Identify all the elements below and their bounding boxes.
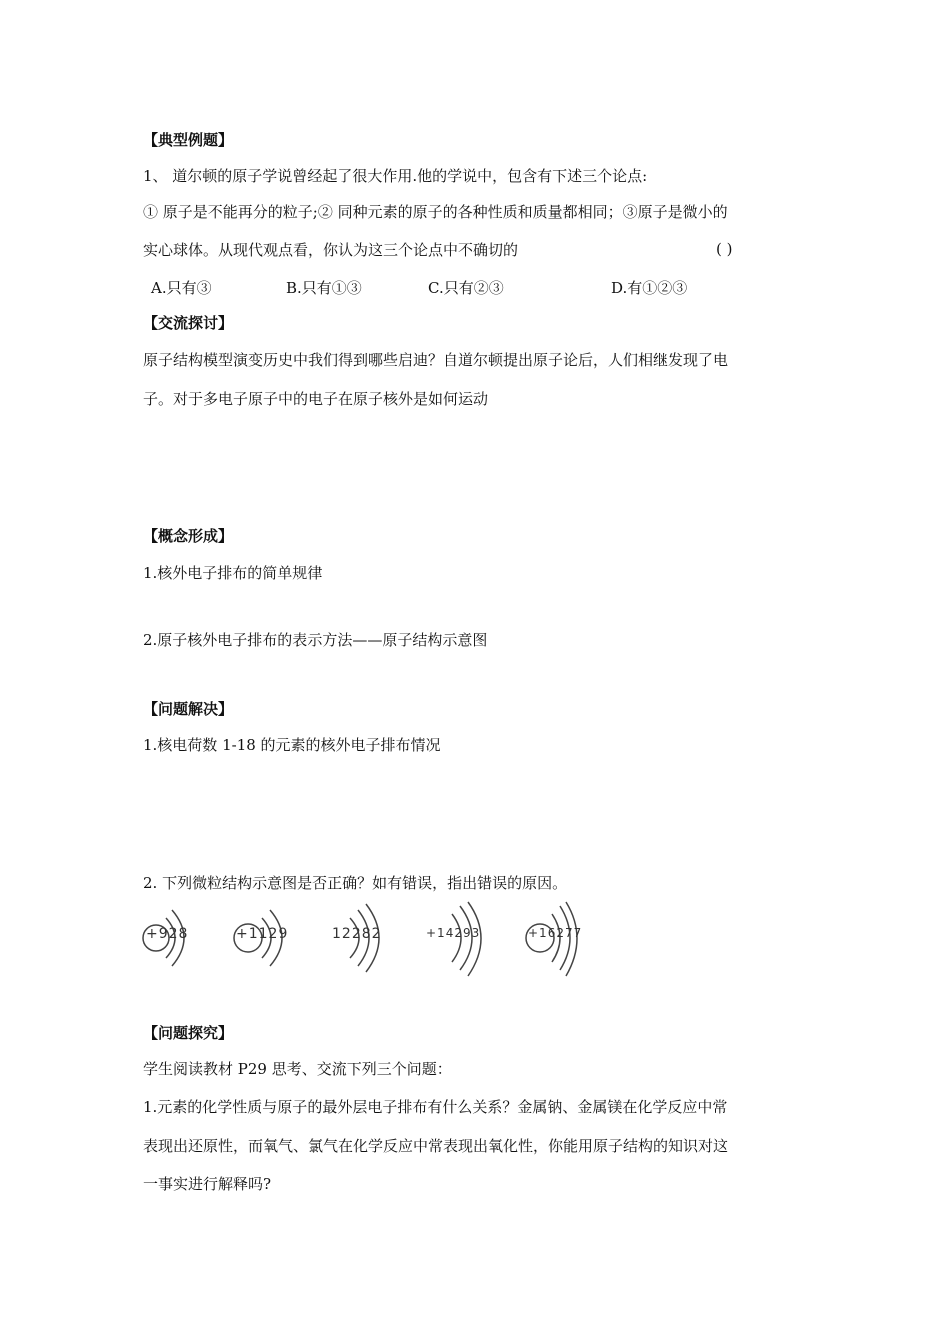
option-c: C.只有②③ bbox=[428, 279, 504, 297]
option-d: D.有①②③ bbox=[611, 279, 688, 297]
atomic-structure-diagrams bbox=[140, 900, 590, 978]
atom-diagram-4 bbox=[424, 900, 504, 978]
discussion-heading: 【交流探讨】 bbox=[143, 314, 234, 332]
inquiry-heading: 【问题探究】 bbox=[143, 1024, 234, 1042]
atom-diagram-label: +1129 bbox=[236, 926, 289, 942]
inquiry-intro: 学生阅读教材 P29 思考、交流下列三个问题： bbox=[143, 1060, 452, 1078]
problem-solving-item-2: 2. 下列微粒结构示意图是否正确？如有错误，指出错误的原因。 bbox=[143, 874, 568, 892]
question-1-line-2: ① 原子是不能再分的粒子;② 同种元素的原子的各种性质和质量都相同；③原子是微小的 bbox=[143, 203, 728, 221]
inquiry-question-1-line-3: 一事实进行解释吗? bbox=[143, 1175, 272, 1193]
option-b: B.只有①③ bbox=[286, 279, 362, 297]
atom-diagram-label: +928 bbox=[146, 926, 189, 942]
option-a: A.只有③ bbox=[151, 279, 212, 297]
problem-solving-heading: 【问题解决】 bbox=[143, 700, 234, 718]
atom-diagram-label: 12282 bbox=[332, 926, 382, 942]
atom-diagram-5 bbox=[522, 900, 602, 978]
inquiry-question-1-line-1: 1.元素的化学性质与原子的最外层电子排布有什么关系？金属钠、金属镁在化学反应中常 bbox=[143, 1098, 728, 1116]
atom-diagram-label: +16277 bbox=[528, 926, 583, 940]
answer-blank: ( ) bbox=[716, 240, 733, 258]
question-1-line-1: 1、 道尔顿的原子学说曾经起了很大作用.他的学说中，包含有下述三个论点: bbox=[143, 167, 648, 185]
discussion-line-1: 原子结构模型演变历史中我们得到哪些启迪？自道尔顿提出原子论后，人们相继发现了电 bbox=[143, 351, 729, 369]
discussion-line-2: 子。对于多电子原子中的电子在原子核外是如何运动 bbox=[143, 390, 489, 408]
atom-diagram-2 bbox=[232, 900, 312, 978]
problem-solving-item-1: 1.核电荷数 1-18 的元素的核外电子排布情况 bbox=[143, 736, 441, 754]
concept-heading: 【概念形成】 bbox=[143, 527, 234, 545]
question-1-line-3: 实心球体。从现代观点看，你认为这三个论点中不确切的 bbox=[143, 241, 519, 259]
atom-diagram-label: +14293 bbox=[426, 926, 481, 940]
atom-diagram-3 bbox=[328, 900, 408, 978]
concept-item-2: 2.原子核外电子排布的表示方法——原子结构示意图 bbox=[143, 631, 488, 649]
concept-item-1: 1.核外电子排布的简单规律 bbox=[143, 564, 323, 582]
inquiry-question-1-line-2: 表现出还原性，而氧气、氯气在化学反应中常表现出氧化性，你能用原子结构的知识对这 bbox=[143, 1137, 729, 1155]
atom-diagram-1 bbox=[140, 900, 220, 978]
typical-examples-heading: 【典型例题】 bbox=[143, 131, 234, 149]
